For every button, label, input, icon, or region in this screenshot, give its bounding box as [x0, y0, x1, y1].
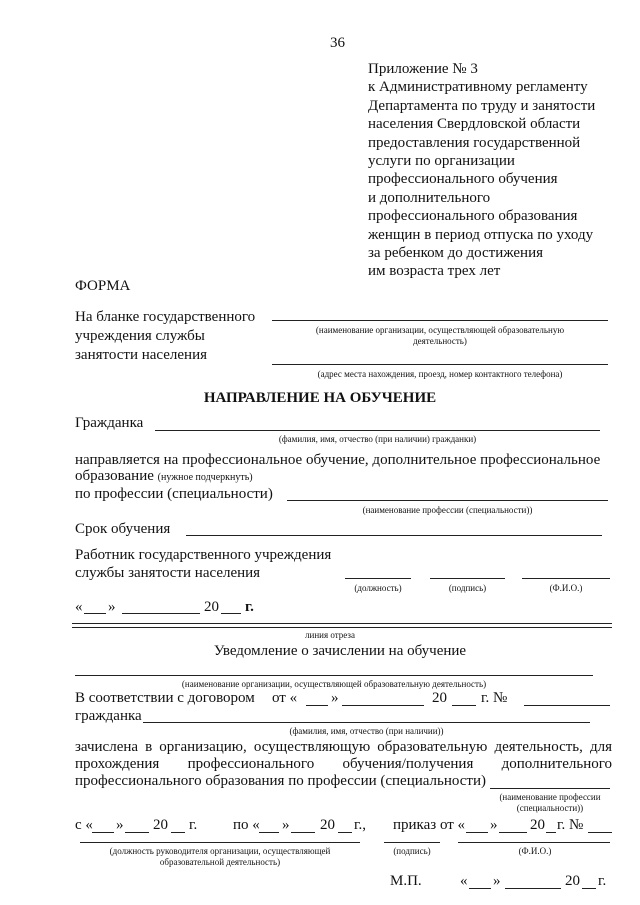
date-year-suffix: г.: [245, 599, 254, 615]
citizen2-name-field[interactable]: [143, 722, 590, 723]
date2-year-prefix: 20: [565, 873, 580, 889]
appendix-line: Приложение № 3: [368, 61, 478, 77]
citizen2-label: гражданка: [75, 708, 142, 724]
period-to-month-field[interactable]: [291, 832, 315, 833]
fio2-hint: (Ф.И.О.): [518, 846, 552, 856]
order-year: 20: [530, 817, 545, 833]
appendix-line: населения Свердловской области: [368, 116, 581, 133]
profession2-hint-line: (наименование профессии: [499, 792, 601, 802]
appendix-line: услуги по организации: [368, 153, 515, 170]
profession2-field[interactable]: [490, 788, 610, 789]
org-hint: [272, 325, 608, 347]
signature2-hint: (подпись): [393, 846, 431, 856]
appendix-line: предоставления государственной: [368, 134, 581, 151]
address-field[interactable]: [272, 364, 608, 365]
period-to-year: 20: [320, 817, 335, 833]
period-from-month-field[interactable]: [125, 832, 149, 833]
period-from: с «: [75, 817, 93, 833]
date-day-field[interactable]: [84, 613, 106, 614]
blank-label-line: На бланке государственного: [75, 309, 256, 325]
period-to-close: »: [282, 817, 290, 833]
signature-field[interactable]: [430, 578, 505, 579]
date2-open-quote: «: [460, 873, 468, 889]
document-title: НАПРАВЛЕНИЕ НА ОБУЧЕНИЕ: [203, 390, 437, 406]
directed-note: (нужное подчеркнуть): [157, 472, 253, 483]
appendix-line: им возраста трех лет: [368, 263, 501, 280]
directed-text: направляется на профессиональное обучение, дополнительное профессиональное: [75, 452, 601, 468]
head-position-field[interactable]: [80, 842, 360, 843]
enrolled-line-2: прохождения профессионального обучения/получения дополнительного: [75, 756, 612, 772]
head-hint-line: (должность руководителя организации, осуществляющей: [109, 846, 331, 856]
term-field[interactable]: [186, 535, 602, 536]
order-label: приказ от «: [393, 817, 466, 833]
contract-day-field[interactable]: [306, 705, 328, 706]
blank-label-line: учреждения службы: [75, 328, 205, 344]
stamp-place: М.П.: [390, 873, 422, 889]
profession-field[interactable]: [287, 500, 608, 501]
signature2-field[interactable]: [384, 842, 440, 843]
order-close: »: [490, 817, 498, 833]
contract-year-prefix: 20: [432, 690, 447, 706]
appendix-line: к Административному регламенту: [368, 79, 588, 96]
position-field[interactable]: [345, 578, 411, 579]
cut-line-top: [72, 623, 612, 624]
blank-label-line: занятости населения: [75, 347, 208, 363]
appendix-line: профессионального обучения: [368, 171, 558, 188]
contract-number-label: г. №: [481, 690, 508, 706]
date2-close-quote: »: [493, 873, 501, 889]
order-month-field[interactable]: [499, 832, 527, 833]
page-number: 36: [330, 35, 345, 51]
enrolled-line-1: зачислена в организацию, осуществляющую образовательную деятельность, для: [75, 739, 612, 755]
term-label: Срок обучения: [75, 521, 171, 537]
citizen2-hint: (фамилия, имя, отчество (при наличии)): [289, 726, 444, 736]
appendix-line: за ребенком до достижения: [368, 245, 543, 262]
org-name-field[interactable]: [272, 320, 608, 321]
enrolled-line-3: профессионального образования по профессии (специальности): [75, 773, 487, 789]
date-year-prefix: 20: [204, 599, 219, 615]
worker-label-line: службы занятости населения: [75, 565, 261, 581]
worker-label-line: Работник государственного учреждения: [75, 547, 332, 563]
appendix-line: Департамента по труду и занятости: [368, 97, 596, 114]
order-year-field[interactable]: [546, 832, 556, 833]
date2-day-field[interactable]: [469, 888, 491, 889]
order-day-field[interactable]: [466, 832, 488, 833]
contract-month-field[interactable]: [342, 705, 424, 706]
head-hint-line: образовательной деятельность): [159, 857, 281, 867]
date2-year-suffix: г.: [598, 873, 607, 889]
profession2-hint: [480, 792, 620, 814]
period-from-day-field[interactable]: [92, 832, 114, 833]
date-open-quote: «: [75, 599, 83, 615]
period-to-day-field[interactable]: [259, 832, 279, 833]
directed-text-2: [75, 468, 253, 485]
citizen-hint: (фамилия, имя, отчество (при наличии) гражданки): [278, 434, 477, 444]
address-hint: (адрес места нахождения, проезд, номер контактного телефона): [317, 369, 563, 379]
notice-org-hint: (наименование организации, осуществляющей образовательную деятельность): [181, 679, 487, 689]
fio-field[interactable]: [522, 578, 610, 579]
contract-from: от «: [272, 690, 298, 706]
citizen-label: Гражданка: [75, 415, 144, 431]
blank-label: [75, 308, 255, 365]
signature-hint: (подпись): [448, 583, 487, 593]
period-from-close: »: [116, 817, 124, 833]
contract-number-field[interactable]: [524, 705, 610, 706]
period-from-year-field[interactable]: [171, 832, 185, 833]
date-year-field[interactable]: [221, 613, 241, 614]
head-hint: [75, 846, 365, 868]
date2-year-field[interactable]: [582, 888, 596, 889]
period-to: по «: [233, 817, 260, 833]
org-hint-line: (наименование организации, осуществляющей образовательную: [315, 325, 565, 335]
fio-hint: (Ф.И.О.): [549, 583, 583, 593]
order-number-field[interactable]: [588, 832, 612, 833]
notice-title: Уведомление о зачислении на обучение: [213, 643, 467, 659]
period-from-suffix: г.: [189, 817, 198, 833]
contract-close-quote: »: [331, 690, 339, 706]
position-hint: (должность): [354, 583, 402, 593]
citizen-name-field[interactable]: [155, 430, 600, 431]
period-to-suffix: г.,: [354, 817, 366, 833]
cut-line-label: линия отреза: [305, 630, 355, 640]
appendix-line: женщин в период отпуска по уходу: [368, 226, 594, 243]
appendix-line: и дополнительного: [368, 189, 491, 206]
profession-hint: (наименование профессии (специальности)): [362, 505, 533, 515]
appendix-block: [368, 60, 595, 281]
order-number-label: г. №: [557, 817, 584, 833]
contract-year-field[interactable]: [452, 705, 476, 706]
form-label: ФОРМА: [75, 278, 131, 294]
org-hint-line: деятельность): [413, 336, 467, 346]
date-month-field[interactable]: [122, 613, 200, 614]
period-to-year-field[interactable]: [338, 832, 352, 833]
profession2-hint-line: (специальности)): [516, 803, 584, 813]
fio2-field[interactable]: [458, 842, 610, 843]
cut-line-bottom: [72, 627, 612, 628]
contract-label: В соответствии с договором: [75, 690, 255, 706]
education-word: образование: [75, 468, 154, 484]
date2-month-field[interactable]: [505, 888, 561, 889]
worker-label: [75, 546, 331, 582]
profession-label: по профессии (специальности): [75, 486, 273, 502]
appendix-line: профессионального образования: [368, 208, 578, 225]
period-from-year: 20: [153, 817, 168, 833]
notice-org-field[interactable]: [75, 675, 593, 676]
date-close-quote: »: [108, 599, 116, 615]
